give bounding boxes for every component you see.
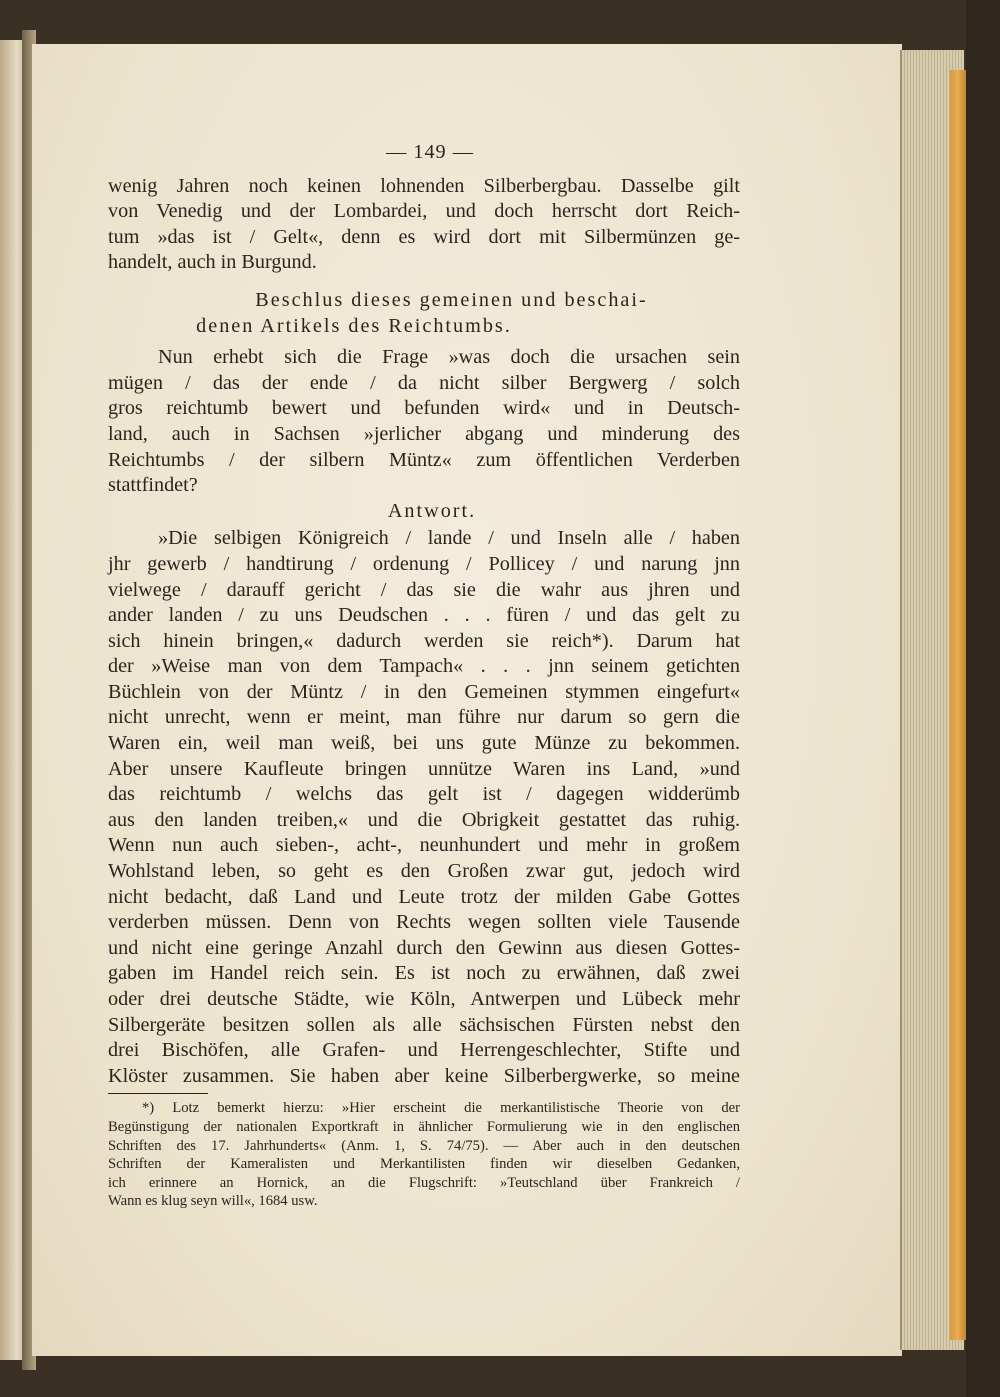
text-line: Klöster zusammen. Sie haben aber keine Silberbergwerke, so meine <box>108 1064 740 1087</box>
text-line: Silbergeräte besitzen sollen als alle sächsischen Fürsten nebst den <box>108 1013 740 1036</box>
footnote-line: Schriften des 17. Jahrhunderts« (Anm. 1, S. 74/75). — Aber auch in den deutschen <box>108 1137 740 1154</box>
text-line: »Die selbigen Königreich / lande / und Inseln alle / haben <box>158 527 740 550</box>
paragraph-question <box>108 345 740 499</box>
text-line: handelt, auch in Burgund. <box>108 251 317 274</box>
footnote-rule <box>108 1093 208 1094</box>
text-line: vielwege / darauff gericht / das sie die wahr aus jhren und <box>108 578 740 601</box>
text-line: drei Bischöfen, alle Grafen- und Herrengeschlechter, Stifte und <box>108 1039 740 1062</box>
text-line: Wenn nun auch sieben-, acht-, neunhundert und mehr in großem <box>108 834 740 857</box>
text-line: stattfindet? <box>108 474 198 497</box>
text-line: wenig Jahren noch keinen lohnenden Silberbergbau. Dasselbe gilt <box>108 174 740 197</box>
footnote-line: Begünstigung der nationalen Exportkraft in ähnlicher Formulierung wie in den englischen <box>108 1118 740 1135</box>
book-cover-edge <box>950 70 966 1340</box>
text-line: tum »das ist / Gelt«, denn es wird dort mit Silbermünzen ge- <box>108 225 740 248</box>
text-line: nicht unrecht, wenn er meint, man führe nur darum so gern die <box>108 706 740 729</box>
text-line: Waren ein, weil man weiß, bei uns gute Münze zu bekommen. <box>108 732 740 755</box>
text-line: aus den landen treiben,« und die Obrigkeit gestattet das ruhig. <box>108 808 740 831</box>
opening-paragraph <box>108 174 740 276</box>
text-line: und nicht eine geringe Anzahl durch den Gewinn aus diesen Gottes- <box>108 936 740 959</box>
footnote-line: Wann es klug seyn will«, 1684 usw. <box>108 1193 318 1210</box>
text-line: Reichtumbs / der silbern Müntz« zum öffentlichen Verderben <box>108 448 740 471</box>
text-line: ander landen / zu uns Deudschen . . . füren / und das gelt zu <box>108 604 740 627</box>
text-line: Wohlstand leben, so geht es den Großen zwar gut, jedoch wird <box>108 860 740 883</box>
paragraph-answer <box>108 526 740 1089</box>
text-line: land, auch in Sachsen »jerlicher abgang und minderung des <box>108 422 740 445</box>
section-heading <box>108 288 740 339</box>
text-line: Aber unsere Kaufleute bringen unnütze Waren ins Land, »und <box>108 757 740 780</box>
footnote-line: Schriften der Kameralisten und Merkantilisten finden wir dieselben Gedanken, <box>108 1156 740 1173</box>
text-line: jhr gewerb / handtirung / ordenung / Pollicey / und narung jnn <box>108 552 740 575</box>
text-line: sich hinein bringen,« dadurch werden sie reich*). Darum hat <box>108 629 740 652</box>
text-line: mügen / das der ende / da nicht silber Bergwerg / solch <box>108 371 740 394</box>
text-line: der »Weise man von dem Tampach« . . . jnn seinem getichten <box>108 655 740 678</box>
text-line: Nun erhebt sich die Frage »was doch die ursachen sein <box>158 346 740 369</box>
page-number: — 149 — <box>386 141 474 163</box>
heading-line: denen Artikels des Reichtumbs. <box>196 314 512 337</box>
text-line: gaben im Handel reich sein. Es ist noch zu erwähnen, daß zwei <box>108 962 740 985</box>
text-line: verderben müssen. Denn von Rechts wegen sollten viele Tausende <box>108 911 740 934</box>
text-line: das reichtumb / welchs das gelt ist / dagegen widderümb <box>108 783 740 806</box>
footnote <box>108 1099 740 1211</box>
text-line: nicht bedacht, daß Land und Leute trotz der milden Gabe Gottes <box>108 885 740 908</box>
text-line: oder drei deutsche Städte, wie Köln, Antwerpen und Lübeck mehr <box>108 988 740 1010</box>
text-line: von Venedig und der Lombardei, und doch herrscht dort Reich- <box>108 200 740 223</box>
text-line: gros reichtumb bewert und befunden wird« und in Deutsch- <box>108 397 740 420</box>
backdrop <box>966 0 1000 1397</box>
answer-heading: Antwort. <box>387 499 477 522</box>
page-text <box>108 140 740 1211</box>
heading-line: Beschlus dieses gemeinen und beschai- <box>255 288 648 311</box>
footnote-line: ich erinnere an Hornick, an die Flugschrift: »Teutschland über Frankreich / <box>108 1174 740 1191</box>
footnote-line: *) Lotz bemerkt hierzu: »Hier erscheint die merkantilistische Theorie von der <box>142 1100 740 1117</box>
text-line: Büchlein von der Müntz / in den Gemeinen stymmen eingefurt« <box>108 680 740 703</box>
